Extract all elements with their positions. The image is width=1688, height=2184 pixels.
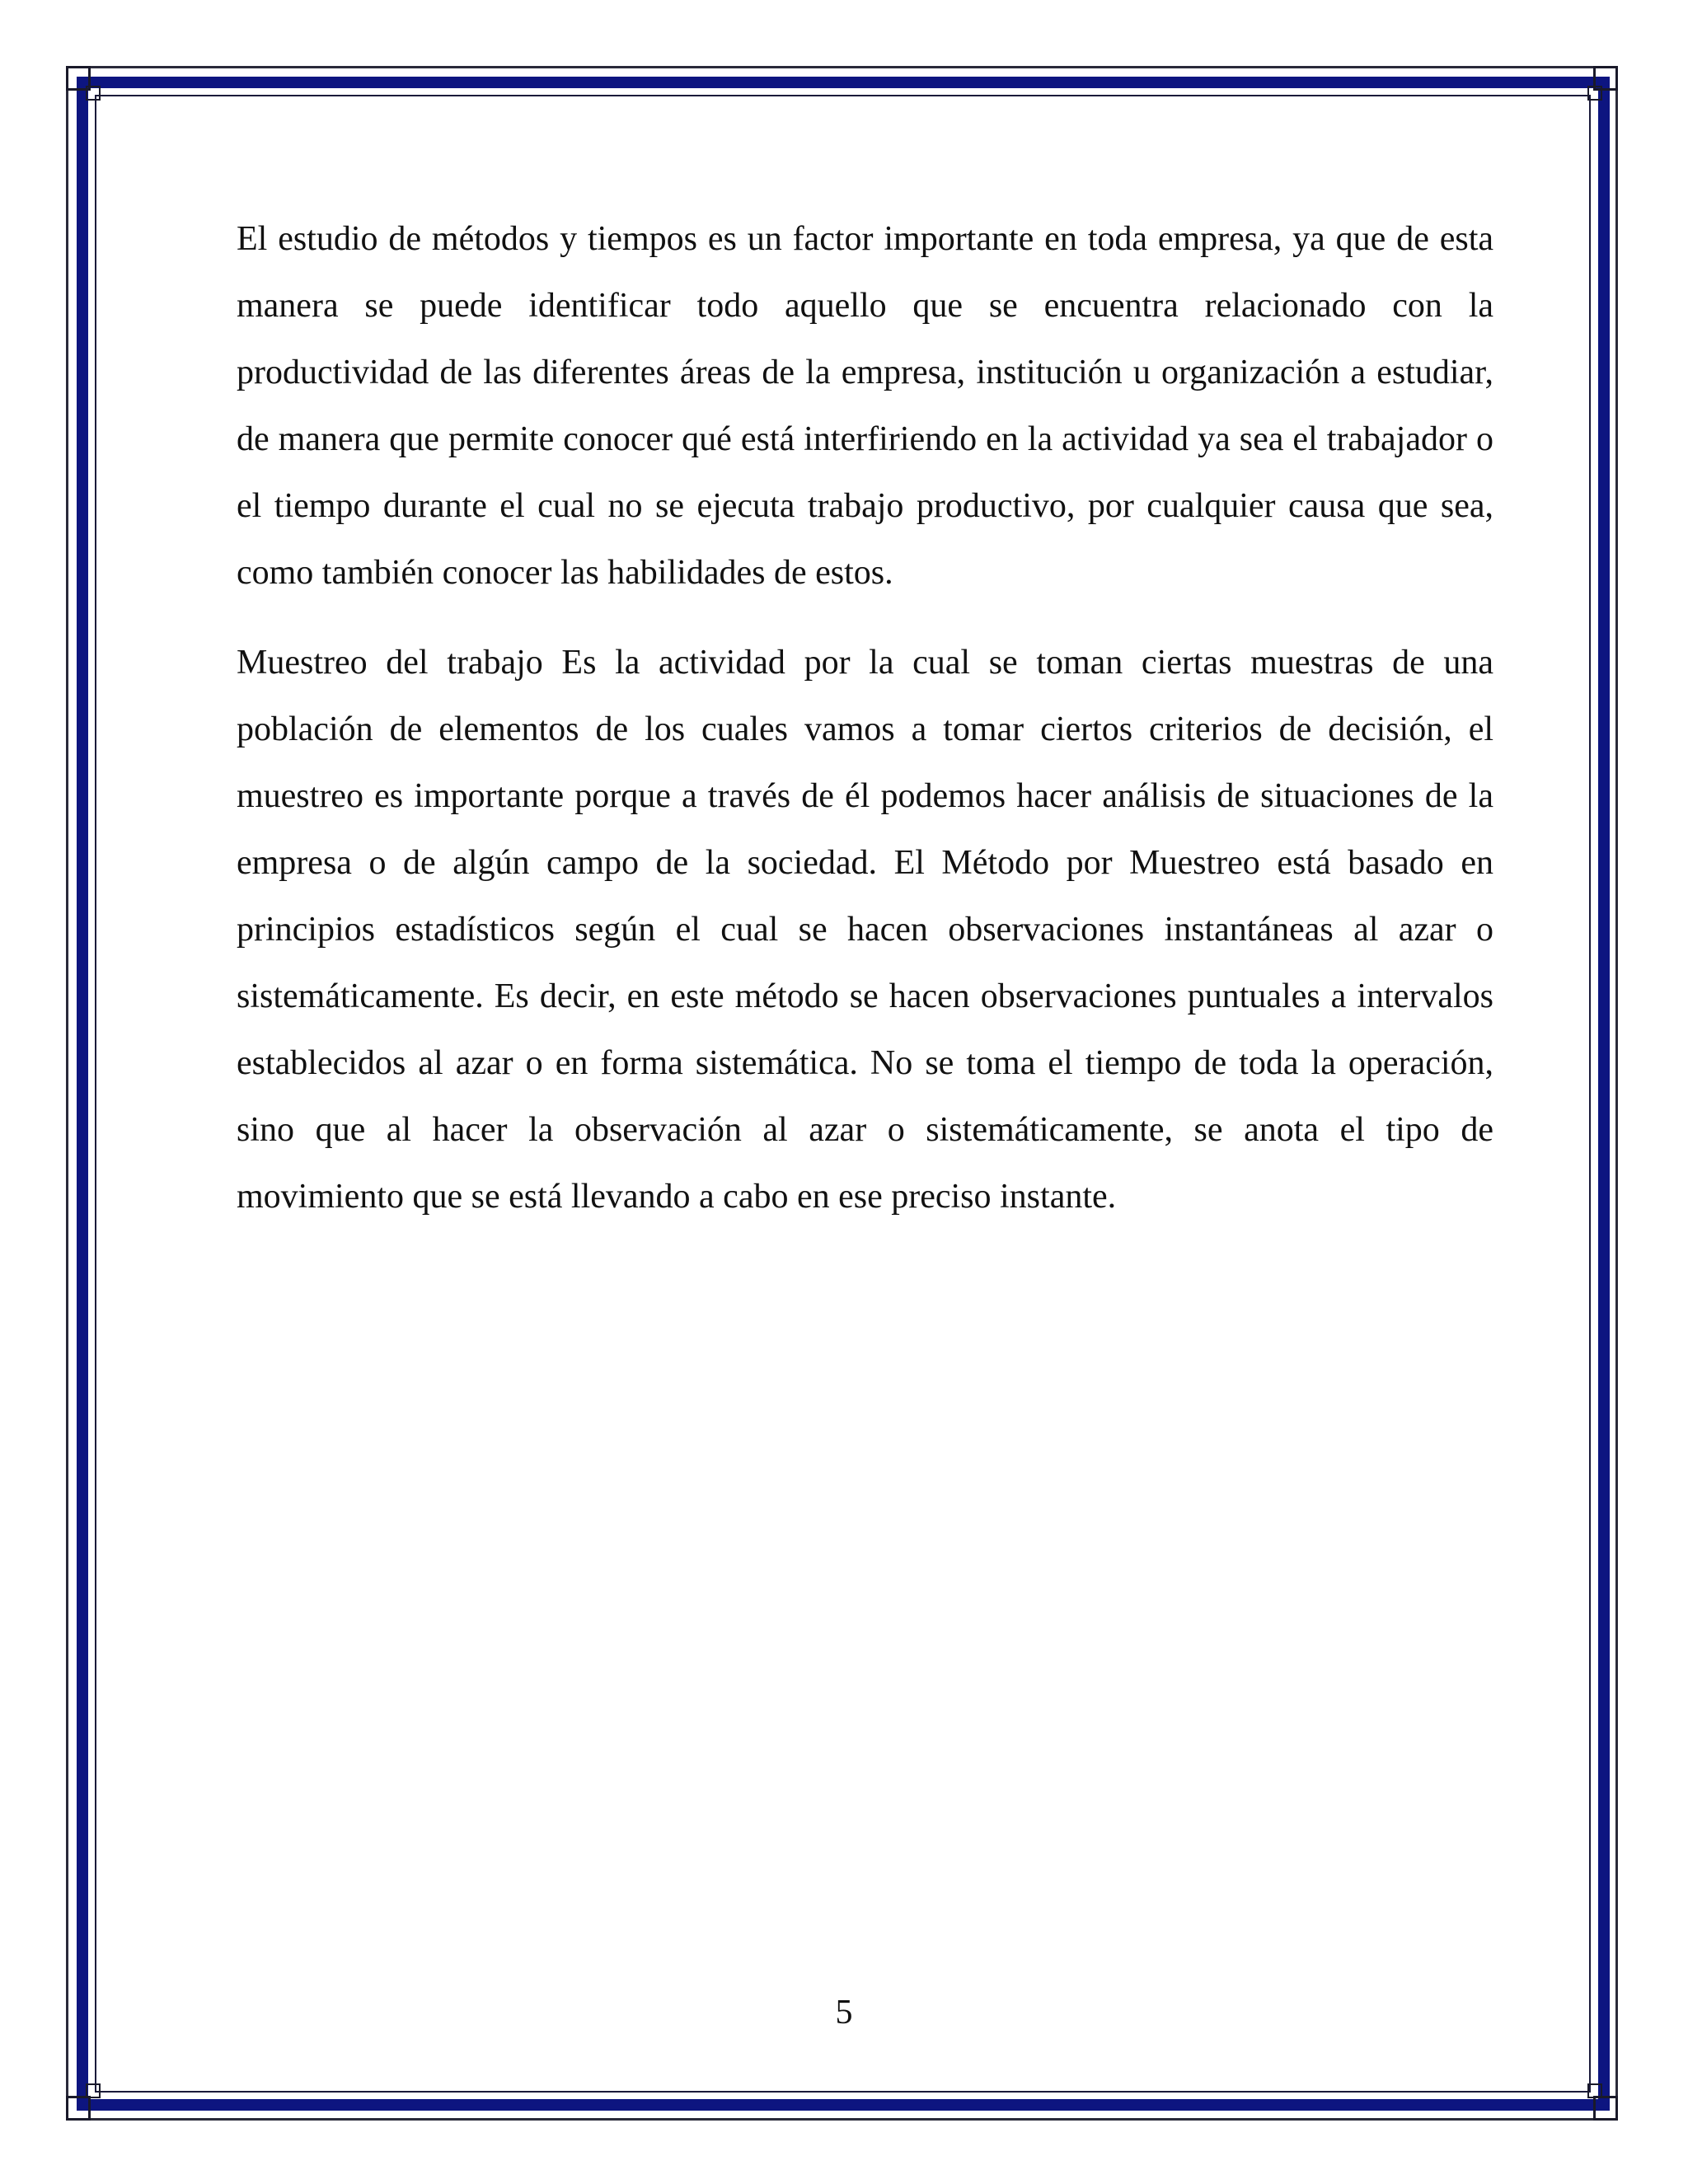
border-corner-ornament — [66, 2096, 91, 2121]
border-corner-ornament — [1587, 2083, 1602, 2098]
border-corner-ornament — [1587, 86, 1602, 101]
border-corner-ornament — [86, 86, 101, 101]
body-text — [237, 206, 1493, 1254]
paragraph: El estudio de métodos y tiempos es un factor importante en toda empresa, ya que de esta manera se puede identificar todo aquello que se encuentra relacionado con la productividad de las diferentes áreas de la empresa, institución u organización a estudiar, de manera que permite conocer qué está interfiriendo en la actividad ya sea el trabajador o el tiempo durante el cual no se ejecuta trabajo productivo, por cualquier causa que sea, como también conocer las habilidades de estos. — [237, 220, 1493, 592]
paragraph: Muestreo del trabajo Es la actividad por la cual se toman ciertas muestras de una población de elementos de los cuales vamos a tomar ciertos criterios de decisión, el muestreo es importante porque a través de él podemos hacer análisis de situaciones de la empresa o de algún campo de la sociedad. El Método por Muestreo está basado en principios estadísticos según el cual se hacen observaciones instantáneas al azar o sistemáticamente. Es decir, en este método se hacen observaciones puntuales a intervalos establecidos al azar o en forma sistemática. No se toma el tiempo de toda la operación, sino que al hacer la observación al azar o sistemáticamente, se anota el tipo de movimiento que se está llevando a cabo en ese preciso instante. — [237, 644, 1493, 1216]
page-number: 5 — [835, 1994, 853, 2032]
border-corner-ornament — [1593, 2096, 1618, 2121]
border-corner-ornament — [86, 2083, 101, 2098]
